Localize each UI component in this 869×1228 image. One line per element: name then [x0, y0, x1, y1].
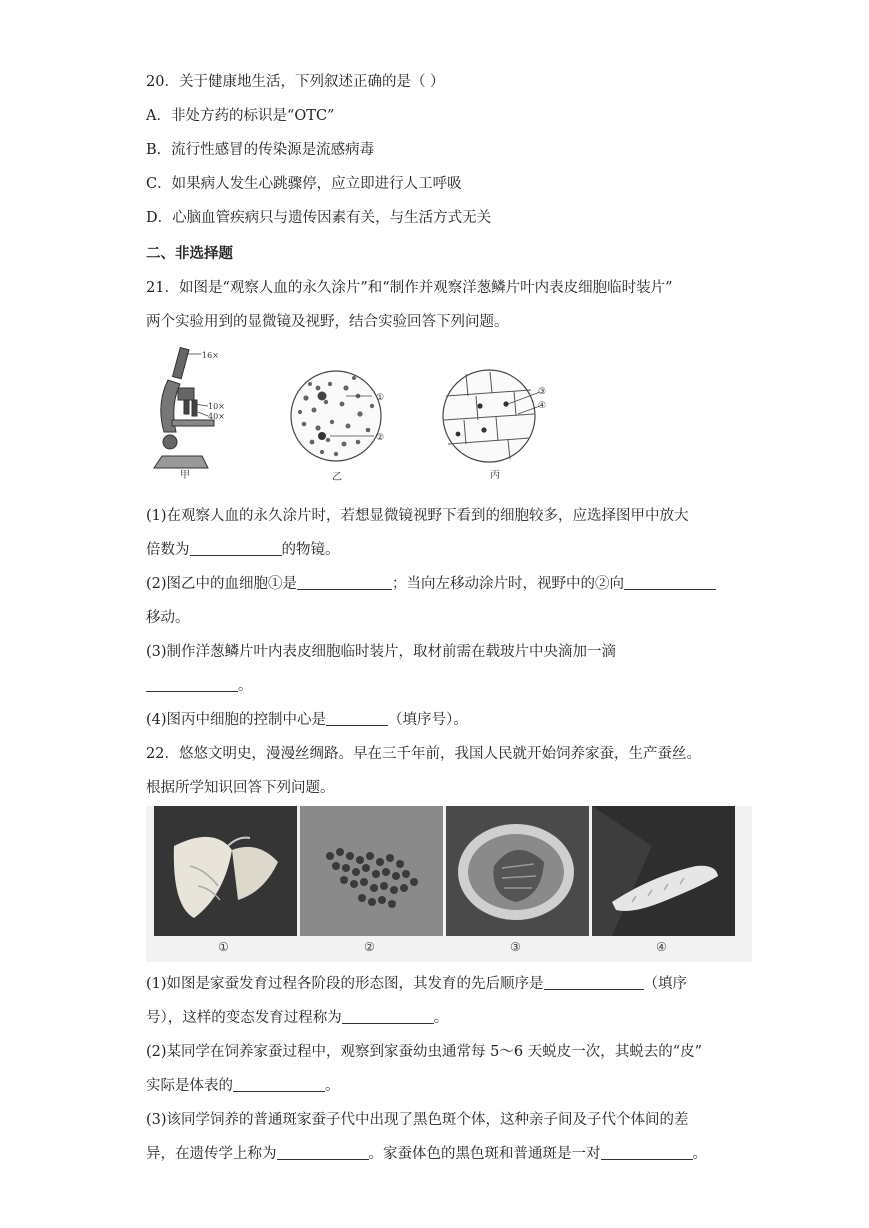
q22-p1b-post: 。 [433, 1010, 449, 1026]
q21-p3-post: 。 [238, 678, 253, 694]
q21-p1-post: 的物镜。 [281, 542, 340, 558]
q20-stem: 20．关于健康地生活，下列叙述正确的是（ ） [146, 74, 445, 90]
caption-bing: 丙 [490, 470, 500, 481]
q21-p1-pre: 倍数为 [146, 542, 190, 558]
q22-p3-mid: 。家蚕体色的黑色斑和普通斑是一对 [368, 1146, 601, 1162]
label-1: ① [376, 393, 385, 403]
photo-pupa [446, 806, 589, 936]
photo-label-1: ① [218, 940, 229, 954]
label-2: ② [376, 433, 385, 443]
onion-cell-view [443, 370, 540, 462]
q20-option-d: D．心脑血管疾病只与遗传因素有关，与生活方式无关 [146, 210, 492, 226]
objective-label-16: 16× [202, 351, 219, 360]
label-3: ③ [538, 387, 546, 397]
q22-p2-line2 [146, 1076, 340, 1096]
answer-blank[interactable] [342, 1009, 434, 1024]
answer-blank[interactable] [601, 1145, 693, 1160]
answer-blank[interactable] [233, 1077, 325, 1092]
microscope-figure-svg [146, 344, 546, 484]
q22-p1-line2 [146, 1008, 448, 1028]
q21-p1-line1: (1)在观察人血的永久涂片时，若想显微镜视野下看到的细胞较多，应选择图甲中放大 [146, 508, 689, 524]
q21-p2-mid: ；当向左移动涂片时，视野中的②向 [392, 576, 625, 592]
section-heading: 二、非选择题 [146, 246, 233, 262]
q22-p2-line1: (2)某同学在饲养家蚕过程中，观察到家蚕幼虫通常每 5～6 天蜕皮一次，其蜕去的“皮” [146, 1044, 703, 1060]
answer-blank[interactable] [190, 541, 282, 556]
caption-yi: 乙 [332, 472, 342, 483]
q22-stem-line2: 根据所学知识回答下列问题。 [146, 780, 335, 796]
q22-p2-pre: 实际是体表的 [146, 1078, 233, 1094]
q20-option-b: B．流行性感冒的传染源是流感病毒 [146, 142, 375, 158]
q22-p3-post: 。 [692, 1146, 707, 1162]
moth-icon [154, 806, 297, 936]
caption-jia: 甲 [180, 470, 190, 481]
q21-figure [146, 344, 546, 484]
q21-p4 [146, 710, 468, 730]
q21-p2-line2: 移动。 [146, 610, 190, 626]
answer-blank[interactable] [297, 575, 392, 590]
answer-blank[interactable] [277, 1145, 369, 1160]
q21-p1-line2 [146, 540, 340, 560]
microscope-icon [154, 348, 214, 468]
label-4: ④ [538, 401, 546, 411]
q22-p1-pre: (1)如图是家蚕发育过程各阶段的形态图，其发育的先后顺序是 [146, 976, 544, 992]
q22-p3-line2 [146, 1144, 707, 1164]
answer-blank[interactable] [326, 711, 388, 726]
q21-p4-post: （填序号）。 [388, 712, 468, 728]
q21-p3-line2 [146, 676, 253, 696]
photo-label-3: ③ [510, 940, 521, 954]
q20-option-c: C．如果病人发生心跳骤停，应立即进行人工呼吸 [146, 176, 462, 192]
q22-p3-pre: 异，在遗传学上称为 [146, 1146, 277, 1162]
q22-p3-line1: (3)该同学饲养的普通斑家蚕子代中出现了黑色斑个体，这种亲子间及子代个体间的差 [146, 1112, 689, 1128]
q21-p3-line1: (3)制作洋葱鳞片叶内表皮细胞临时装片，取材前需在载玻片中央滴加一滴 [146, 644, 617, 660]
q21-stem-line2: 两个实验用到的显微镜及视野，结合实验回答下列问题。 [146, 314, 509, 330]
photo-moth [154, 806, 297, 936]
answer-blank[interactable] [544, 975, 644, 990]
answer-blank[interactable] [624, 575, 716, 590]
blood-smear-view [291, 371, 381, 461]
q21-p2-pre: (2)图乙中的血细胞①是 [146, 576, 298, 592]
q20-option-a: A．非处方药的标识是“OTC” [146, 108, 335, 124]
photo-eggs [300, 806, 443, 936]
q21-stem-line1: 21．如图是“观察人血的永久涂片”和“制作并观察洋葱鳞片叶内表皮细胞临时装片” [146, 280, 673, 296]
q22-p2-post: 。 [325, 1078, 340, 1094]
photo-label-4: ④ [656, 940, 667, 954]
q22-p1-line1 [146, 974, 687, 994]
photo-label-2: ② [364, 940, 375, 954]
objective-label-10: 10× [208, 402, 225, 411]
eggs-icon [300, 806, 443, 936]
q22-p1b-pre: 号），这样的变态发育过程称为 [146, 1010, 342, 1026]
larva-icon [592, 806, 735, 936]
q21-p4-pre: (4)图丙中细胞的控制中心是 [146, 712, 327, 728]
q21-p2-line1 [146, 574, 716, 594]
cocoon-icon [446, 806, 589, 936]
q22-p1-post: （填序 [643, 976, 688, 992]
objective-label-40: 40× [208, 412, 225, 421]
answer-blank[interactable] [146, 677, 238, 692]
silkworm-photo-strip [146, 806, 752, 962]
q22-stem-line1: 22．悠悠文明史，漫漫丝绸路。早在三千年前，我国人民就开始饲养家蚕，生产蚕丝。 [146, 746, 701, 762]
photo-larva [592, 806, 735, 936]
